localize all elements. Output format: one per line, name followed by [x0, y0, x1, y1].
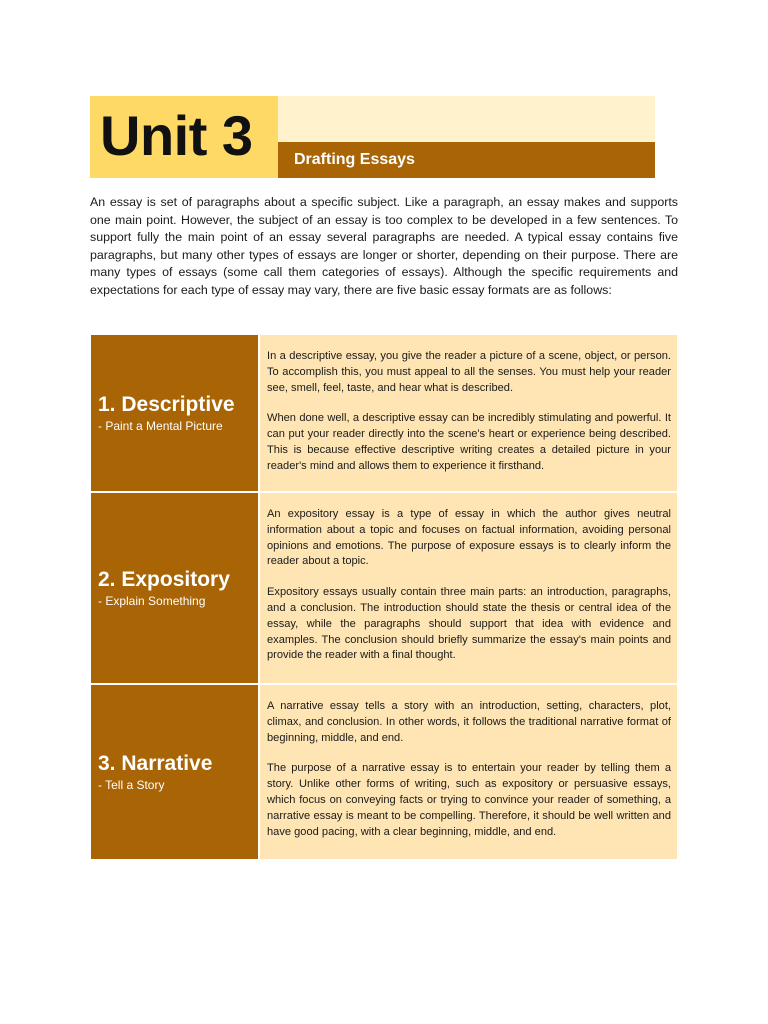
- unit-subtitle: Drafting Essays: [294, 151, 415, 168]
- description-paragraph: A narrative essay tells a story with an introduction, setting, characters, plot, climax, and conclusion. In other words, it follows the traditional narrative format of beginning, middle, and end.: [267, 700, 671, 744]
- essay-type-description-cell: [260, 685, 677, 859]
- description-paragraph: An expository essay is a type of essay in which the author gives neutral information about a topic and focuses on factual information, avoiding personal opinions and emotions. The purpose of exposure essays is to clearly inform the reader about a topic.: [267, 508, 671, 568]
- essay-type-row-descriptive: [91, 335, 677, 491]
- essay-type-description-cell: [260, 493, 677, 683]
- essay-type-tagline: - Explain Something: [98, 594, 206, 608]
- unit-header: [90, 96, 655, 178]
- essay-type-row-narrative: [91, 685, 677, 859]
- description-paragraph: Expository essays usually contain three main parts: an introduction, paragraphs, and a conclusion. The introduction should state the thesis or central idea of the essay, while the paragraphs should support that idea with evidence and examples. The conclusion should briefly summarize the essay's main points and provide the reader with a final thought.: [267, 586, 671, 662]
- description-paragraph: In a descriptive essay, you give the reader a picture of a scene, object, or person. To accomplish this, you must appeal to all the senses. You must help your reader see, smell, feel, taste, and hear what is described.: [267, 350, 671, 394]
- essay-type-label-cell: [91, 493, 258, 683]
- unit-title: Unit 3: [100, 104, 253, 167]
- essay-type-label-cell: [91, 335, 258, 491]
- essay-type-tagline: - Paint a Mental Picture: [98, 419, 223, 433]
- essay-types-table: [91, 335, 677, 861]
- essay-type-row-expository: [91, 493, 677, 683]
- description-paragraph: When done well, a descriptive essay can be incredibly stimulating and powerful. It can put your reader directly into the scene's heart or experience being described. This is because effective descriptive writing creates a detailed picture in your reader's mind and allows them to experience it firsthand.: [267, 412, 671, 472]
- unit-title-box: [90, 96, 278, 178]
- intro-paragraph: An essay is set of paragraphs about a specific subject. Like a paragraph, an essay makes and supports one main point. However, the subject of an essay is too complex to be developed in a few sentences. To support fully the main point of an essay several paragraphs are needed. A typical essay contains five paragraphs, but many other types of essays are longer or shorter, depending on their purpose. There are many types of essays (some call them categories of essays). Although the specific requirements and expectations for each type of essay may vary, there are five basic essay formats are as follows:: [90, 195, 678, 297]
- header-strip-bottom: [278, 142, 655, 178]
- essay-type-name: 2. Expository: [98, 568, 230, 591]
- essay-type-description-cell: [260, 335, 677, 491]
- essay-type-label-cell: [91, 685, 258, 859]
- essay-type-tagline: - Tell a Story: [98, 778, 165, 792]
- essay-type-name: 3. Narrative: [98, 752, 213, 775]
- header-strip-top: [278, 96, 655, 142]
- essay-type-name: 1. Descriptive: [98, 393, 235, 416]
- description-paragraph: The purpose of a narrative essay is to entertain your reader by telling them a story. Unlike other forms of writing, such as expository or persuasive essays, which focus on conveying facts or trying to convince your reader of something, a narrative essay is meant to be compelling. Therefore, it should be well written and have good pacing, with a clear beginning, middle, and end.: [267, 762, 671, 838]
